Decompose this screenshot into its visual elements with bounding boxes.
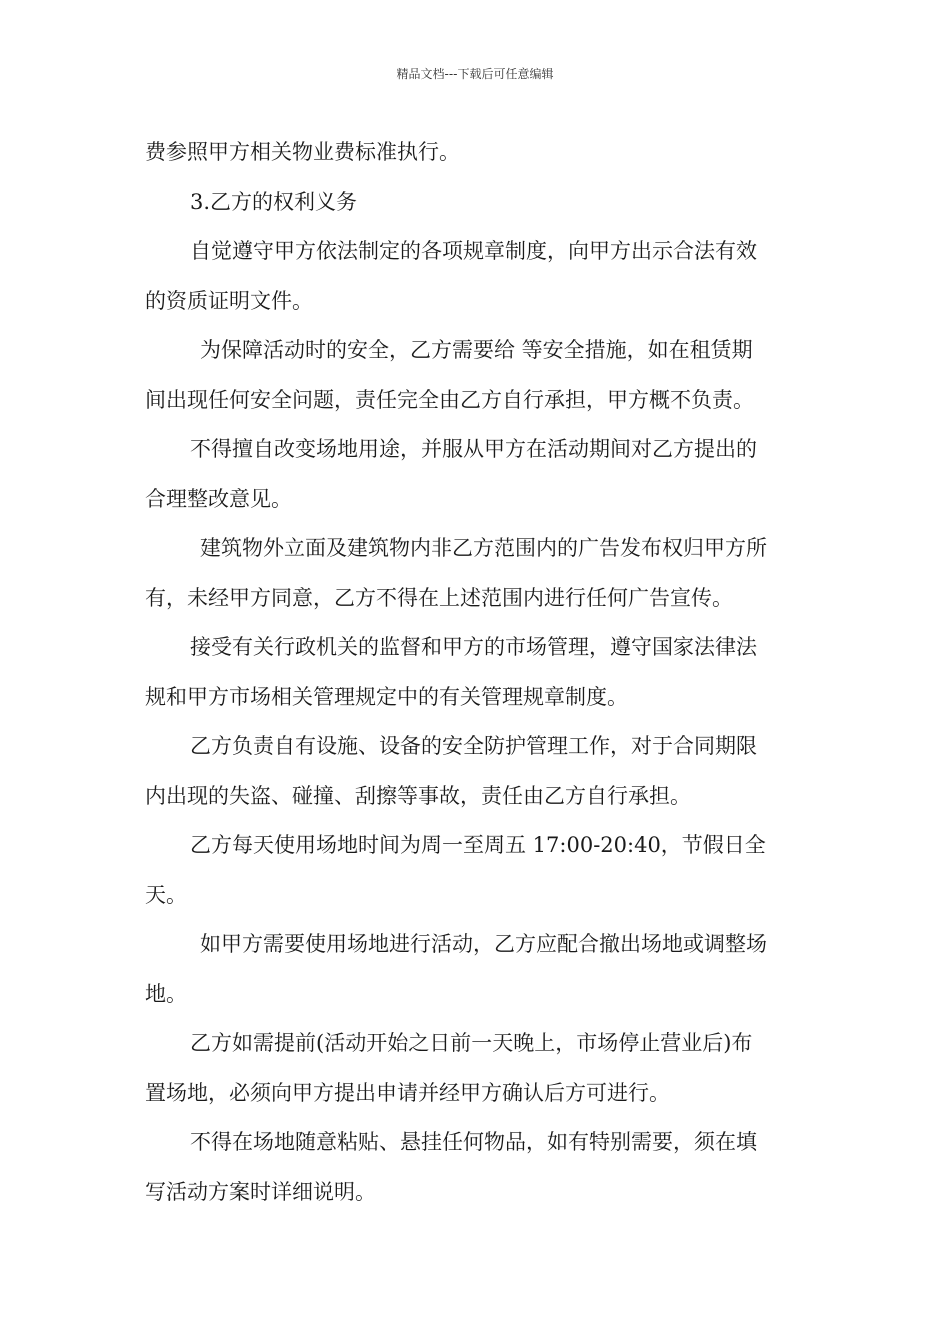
text-line: 合理整改意见。 xyxy=(145,486,292,511)
text-line: 建筑物外立面及建筑物内非乙方范围内的广告发布权归甲方所 xyxy=(200,536,767,560)
text-line: 间出现任何安全问题，责任完全由乙方自行承担，甲方概不负责。 xyxy=(145,387,754,412)
text-line: 内出现的失盗、碰撞、刮擦等事故，责任由乙方自行承担。 xyxy=(145,783,691,808)
text-line: 天。 xyxy=(145,882,187,907)
page-header: 精品文档---下载后可任意编辑 xyxy=(396,67,554,81)
text-line: 的资质证明文件。 xyxy=(145,288,313,313)
text-line: 规和甲方市场相关管理规定中的有关管理规章制度。 xyxy=(145,684,628,709)
document-body xyxy=(145,128,807,1217)
text-line: 写活动方案时详细说明。 xyxy=(145,1179,376,1204)
text-line: 乙方如需提前(活动开始之日前一天晚上，市场停止营业后)布 xyxy=(190,1031,753,1055)
text-line: 置场地，必须向甲方提出申请并经甲方确认后方可进行。 xyxy=(145,1080,670,1105)
text-line: 乙方负责自有设施、设备的安全防护管理工作，对于合同期限 xyxy=(190,734,757,758)
text-line: 费参照甲方相关物业费标准执行。 xyxy=(145,140,460,164)
text-line: 接受有关行政机关的监督和甲方的市场管理，遵守国家法律法 xyxy=(190,635,757,659)
text-line: 不得在场地随意粘贴、悬挂任何物品，如有特别需要，须在填 xyxy=(190,1130,757,1154)
text-line: 有，未经甲方同意，乙方不得在上述范围内进行任何广告宣传。 xyxy=(145,585,733,610)
section-heading: 3.乙方的权利义务 xyxy=(190,189,358,214)
text-line: 如甲方需要使用场地进行活动，乙方应配合撤出场地或调整场 xyxy=(200,932,767,956)
text-line: 为保障活动时的安全，乙方需要给 等安全措施，如在租赁期 xyxy=(200,338,753,362)
text-line: 自觉遵守甲方依法制定的各项规章制度，向甲方出示合法有效 xyxy=(190,239,757,263)
text-line: 地。 xyxy=(145,981,187,1006)
text-line: 不得擅自改变场地用途，并服从甲方在活动期间对乙方提出的 xyxy=(190,437,757,461)
text-line: 乙方每天使用场地时间为周一至周五 17:00-20:40，节假日全 xyxy=(190,833,766,857)
